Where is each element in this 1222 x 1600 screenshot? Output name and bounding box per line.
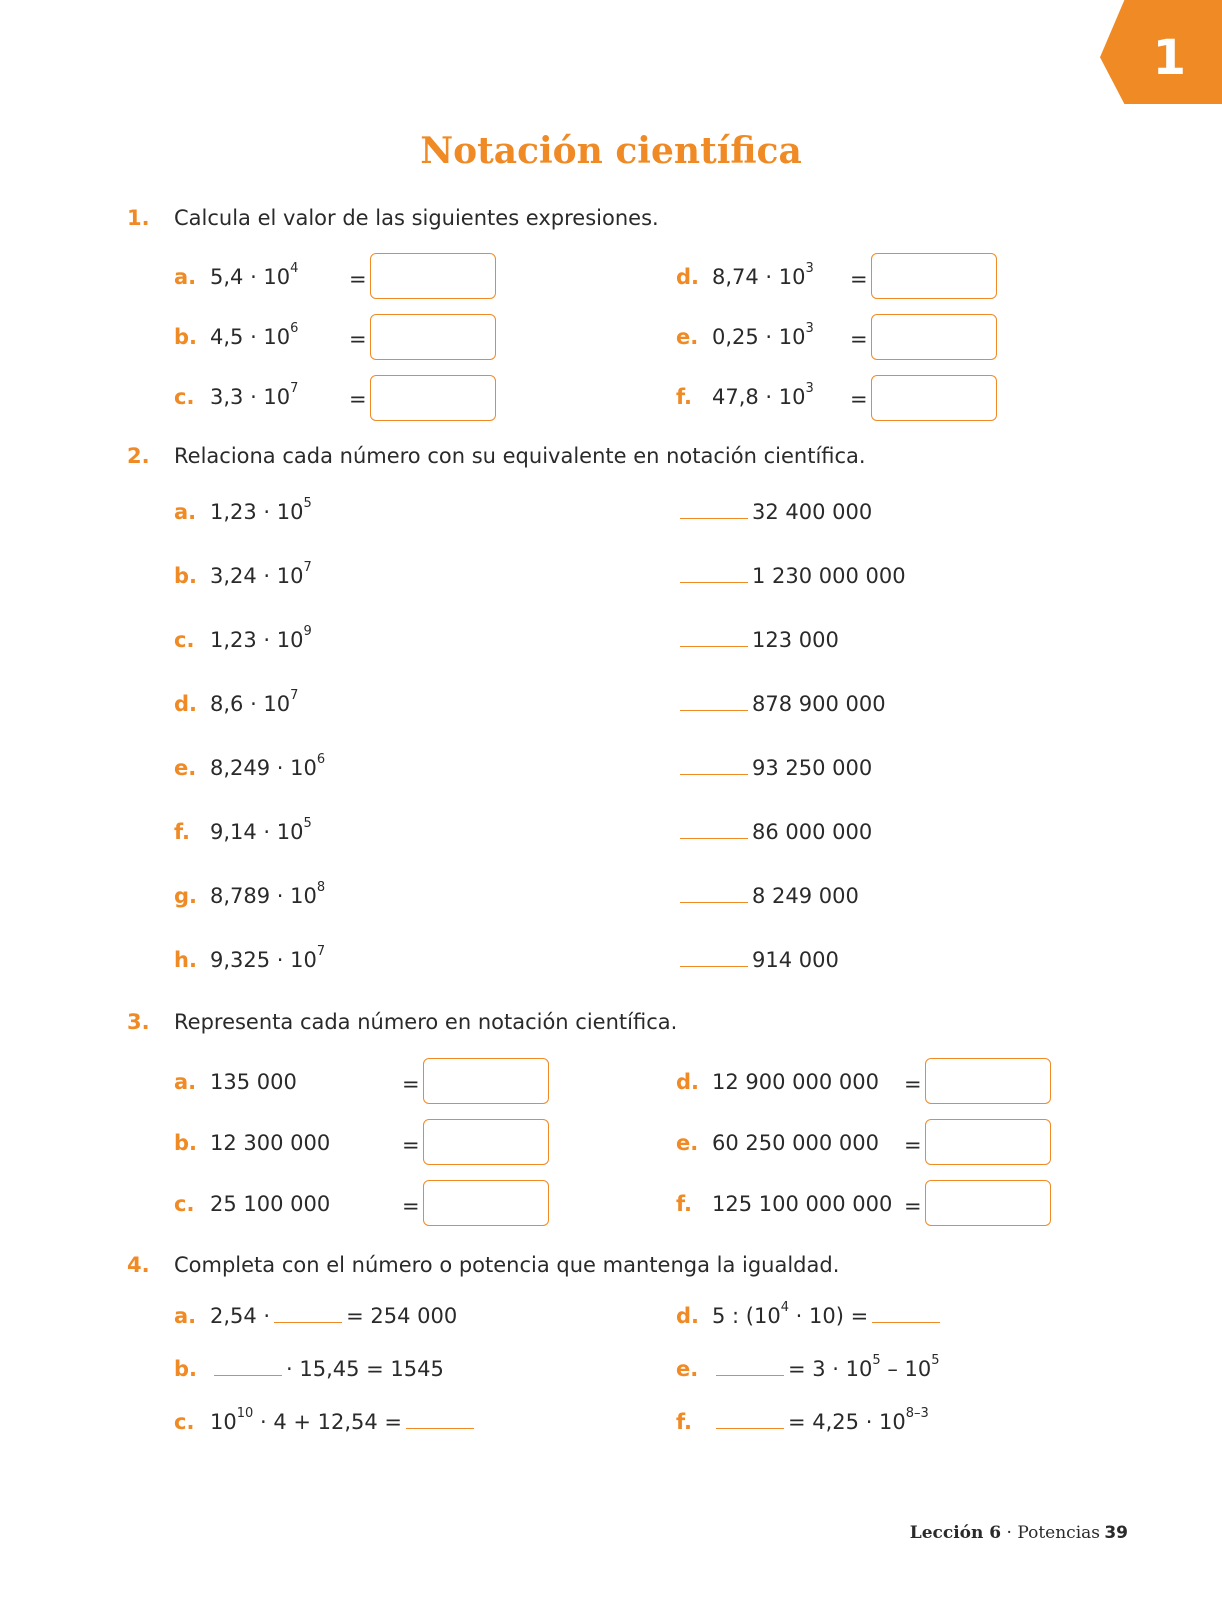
q2-left-e: e. $8,249 \cdot 10^6$ xyxy=(174,752,326,780)
q2-left-f: f. $9,14 \cdot 10^5$ xyxy=(174,816,312,844)
q2-right-6: 86 000 000 xyxy=(676,817,872,847)
answer-box-q1-b[interactable] xyxy=(370,314,496,360)
answer-box-q1-d[interactable] xyxy=(871,253,997,299)
equals-sign: = xyxy=(402,1194,420,1218)
q1-item-e: e. $0,25 \cdot 10^3$ xyxy=(676,321,814,349)
question-2-number: 2. xyxy=(127,444,150,468)
question-1-number: 1. xyxy=(127,206,150,230)
q2-left-h: h. $9,325 \cdot 10^7$ xyxy=(174,944,326,972)
q1-item-f: f. $47,8 \cdot 10^3$ xyxy=(676,381,814,409)
equals-sign: = xyxy=(850,327,868,351)
answer-blank[interactable] xyxy=(680,965,748,967)
q4-item-a: a. 2,54 · = 254 000 xyxy=(174,1304,458,1328)
answer-blank[interactable] xyxy=(680,837,748,839)
answer-blank[interactable] xyxy=(680,517,748,519)
question-3-number: 3. xyxy=(127,1010,150,1034)
answer-blank[interactable] xyxy=(872,1321,940,1323)
answer-blank[interactable] xyxy=(214,1374,282,1376)
q3-item-f: f. 125 100 000 000 xyxy=(676,1192,893,1216)
answer-box-q3-b[interactable] xyxy=(423,1119,549,1165)
answer-box-q1-f[interactable] xyxy=(871,375,997,421)
q2-right-3: 123 000 xyxy=(676,625,839,655)
q2-right-5: 93 250 000 xyxy=(676,753,872,783)
answer-box-q1-a[interactable] xyxy=(370,253,496,299)
q2-left-c: c. $1,23 \cdot 10^9$ xyxy=(174,624,312,652)
q3-item-b: b. 12 300 000 xyxy=(174,1131,331,1155)
q2-left-a: a. $1,23 \cdot 10^5$ xyxy=(174,496,312,524)
question-1-text: Calcula el valor de las siguientes expresiones. xyxy=(174,206,659,230)
q3-item-c: c. 25 100 000 xyxy=(174,1192,331,1216)
equals-sign: = xyxy=(904,1072,922,1096)
q3-item-d: d. 12 900 000 000 xyxy=(676,1070,879,1094)
q1-item-c: c. $3,3 \cdot 10^7$ xyxy=(174,381,299,409)
answer-box-q3-e[interactable] xyxy=(925,1119,1051,1165)
answer-blank[interactable] xyxy=(680,581,748,583)
q3-item-a: a. 135 000 xyxy=(174,1070,297,1094)
answer-blank[interactable] xyxy=(680,645,748,647)
equals-sign: = xyxy=(402,1072,420,1096)
equals-sign: = xyxy=(850,267,868,291)
answer-box-q1-c[interactable] xyxy=(370,375,496,421)
equals-sign: = xyxy=(349,327,367,351)
answer-blank[interactable] xyxy=(680,901,748,903)
question-4-number: 4. xyxy=(127,1253,150,1277)
q2-left-b: b. $3,24 \cdot 10^7$ xyxy=(174,560,312,588)
answer-blank[interactable] xyxy=(680,709,748,711)
page-title: Notación científica xyxy=(420,130,802,172)
q2-right-2: 1 230 000 000 xyxy=(676,561,906,591)
answer-blank[interactable] xyxy=(716,1374,784,1376)
q1-item-d: d. $8,74 \cdot 10^3$ xyxy=(676,261,814,289)
chapter-number: 1 xyxy=(1152,30,1186,86)
equals-sign: = xyxy=(904,1194,922,1218)
page-number: 39 xyxy=(1104,1523,1128,1543)
equals-sign: = xyxy=(349,267,367,291)
q1-item-a: a. $5,4 \cdot 10^4$ xyxy=(174,261,299,289)
answer-blank[interactable] xyxy=(716,1427,784,1429)
equals-sign: = xyxy=(850,387,868,411)
q2-right-1: 32 400 000 xyxy=(676,497,872,527)
equals-sign: = xyxy=(349,387,367,411)
q3-item-e: e. 60 250 000 000 xyxy=(676,1131,879,1155)
q4-item-f: f. = $4,25 \cdot 10^{8-3}$ xyxy=(676,1406,929,1434)
q4-item-e: e. = $3 \cdot 10^5 - 10^5$ xyxy=(676,1353,940,1381)
q2-right-4: 878 900 000 xyxy=(676,689,886,719)
answer-blank[interactable] xyxy=(274,1321,342,1323)
answer-box-q3-d[interactable] xyxy=(925,1058,1051,1104)
q2-left-d: d. $8,6 \cdot 10^7$ xyxy=(174,688,299,716)
equals-sign: = xyxy=(402,1133,420,1157)
q4-item-d: d. 5 : $(10^4 \cdot 10)$ = xyxy=(676,1301,944,1331)
footer-lesson: Lección 6 · Potencias xyxy=(909,1523,1100,1543)
answer-box-q1-e[interactable] xyxy=(871,314,997,360)
q1-item-b: b. $4,5 \cdot 10^6$ xyxy=(174,321,299,349)
equals-sign: = xyxy=(904,1133,922,1157)
question-2-text: Relaciona cada número con su equivalente en notación científica. xyxy=(174,444,866,468)
q2-right-7: 8 249 000 xyxy=(676,881,859,911)
answer-blank[interactable] xyxy=(680,773,748,775)
question-4-text: Completa con el número o potencia que mantenga la igualdad. xyxy=(174,1253,840,1277)
answer-box-q3-c[interactable] xyxy=(423,1180,549,1226)
q4-item-c: c. $10^{10} \cdot 4 + 12,54$ = xyxy=(174,1407,478,1437)
answer-box-q3-f[interactable] xyxy=(925,1180,1051,1226)
q2-left-g: g. $8,789 \cdot 10^8$ xyxy=(174,880,326,908)
answer-box-q3-a[interactable] xyxy=(423,1058,549,1104)
question-3-text: Representa cada número en notación científica. xyxy=(174,1010,678,1034)
q2-right-8: 914 000 xyxy=(676,945,839,975)
answer-blank[interactable] xyxy=(406,1427,474,1429)
q4-item-b: b. · 15,45 = 1545 xyxy=(174,1357,444,1381)
